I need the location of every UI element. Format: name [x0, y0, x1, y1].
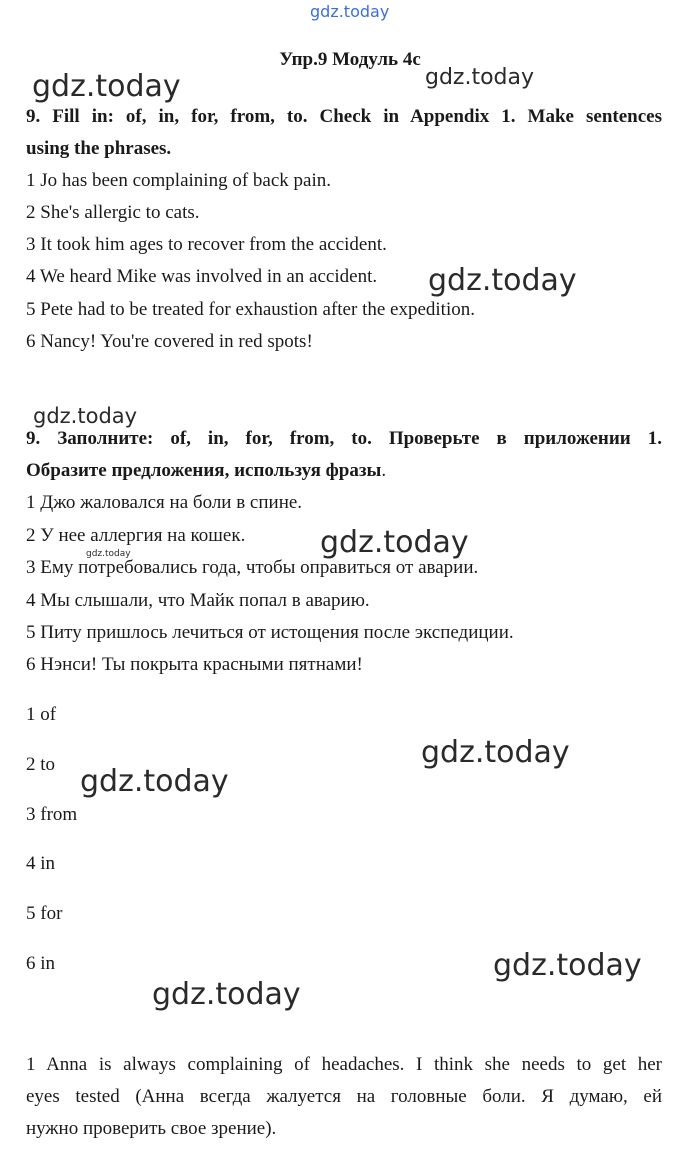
answer-item: 1 of [26, 704, 57, 725]
answer-item: 5 for [26, 903, 63, 924]
watermark: gdz.today [86, 549, 131, 559]
page-title: Упр.9 Модуль 4с [279, 49, 421, 70]
english-sentence: 5 Pete had to be treated for exhaustion after the expedition. [26, 299, 475, 320]
watermark: gdz.today [33, 404, 138, 428]
english-sentence: 4 We heard Mike was involved in an accident. [26, 266, 378, 287]
russian-sentence: 2 У нее аллергия на кошек. [26, 525, 246, 546]
answer-item: 6 in [26, 953, 56, 974]
answer-item: 4 in [26, 853, 56, 874]
watermark-top: gdz.today [310, 2, 390, 21]
watermark: gdz.today [428, 263, 577, 298]
watermark: gdz.today [493, 948, 642, 983]
russian-instruction-line2-period: . [381, 460, 387, 481]
russian-sentence: 6 Нэнси! Ты покрыта красными пятнами! [26, 654, 363, 675]
english-sentence: 3 It took him ages to recover from the accident. [26, 234, 387, 255]
answer-item: 2 to [26, 754, 56, 775]
russian-sentence: 1 Джо жаловался на боли в спине. [26, 492, 303, 513]
english-sentence: 1 Jo has been complaining of back pain. [26, 170, 331, 191]
watermark: gdz.today [32, 69, 181, 104]
russian-sentence: 4 Мы слышали, что Майк попал в аварию. [26, 590, 370, 611]
russian-instruction-line2: Образите предложения, используя фразы [26, 460, 382, 481]
watermark: gdz.today [80, 764, 229, 799]
english-instruction-line1: 9. Fill in: of, in, for, from, to. Check in Appendix 1. Make sentences [26, 106, 662, 127]
english-sentence: 2 She's allergic to cats. [26, 202, 200, 223]
russian-instruction-line2-wrap [26, 459, 386, 483]
example-line1: 1 Anna is always complaining of headaches. I think she needs to get her [26, 1054, 662, 1075]
watermark: gdz.today [152, 977, 301, 1012]
english-sentence: 6 Nancy! You're covered in red spots! [26, 331, 313, 352]
watermark: gdz.today [421, 735, 570, 770]
russian-sentence: 5 Питу пришлось лечиться от истощения после экспедиции. [26, 622, 514, 643]
russian-sentence: 3 Ему потребовались года, чтобы оправиться от аварии. [26, 557, 479, 578]
watermark: gdz.today [425, 65, 535, 90]
watermark: gdz.today [320, 525, 469, 560]
russian-instruction-line1: 9. Заполните: of, in, for, from, to. Проверьте в приложении 1. [26, 428, 662, 449]
example-line2: eyes tested (Анна всегда жалуется на головные боли. Я думаю, ей [26, 1086, 662, 1107]
english-instruction-line2: using the phrases. [26, 138, 172, 159]
answer-item: 3 from [26, 804, 78, 825]
example-line3: нужно проверить свое зрение). [26, 1118, 277, 1139]
